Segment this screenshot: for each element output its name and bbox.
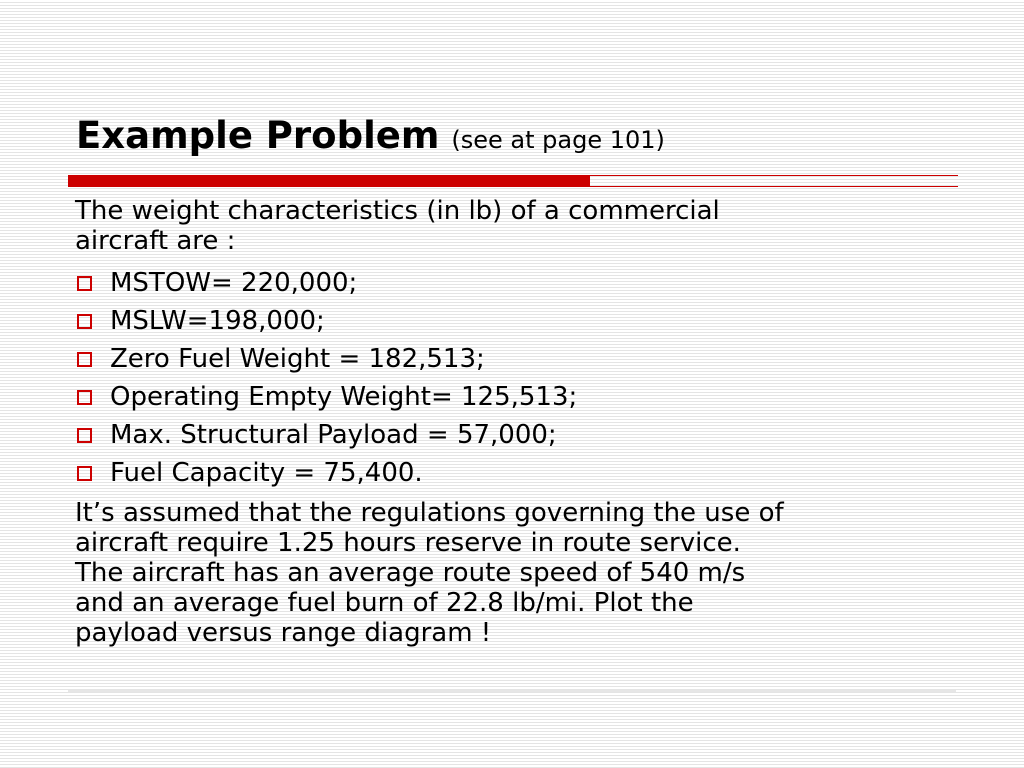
closing-line-2: aircraft require 1.25 hours reserve in route service. — [75, 528, 741, 558]
square-bullet-icon — [77, 352, 92, 367]
title-subtitle: (see at page 101) — [451, 126, 665, 154]
bullet-text-zero-fuel-weight: Zero Fuel Weight = 182,513; — [110, 344, 485, 374]
closing-line-1: It’s assumed that the regulations governing the use of — [75, 498, 784, 528]
bullet-item-mslw — [75, 302, 955, 340]
bullet-item-operating-empty-weight — [75, 378, 955, 416]
title-underline-red-bar — [68, 175, 590, 187]
footer-divider — [68, 690, 956, 692]
intro-paragraph — [75, 196, 955, 256]
bullet-item-max-structural-payload — [75, 416, 955, 454]
title-underline-thin-top — [590, 175, 958, 176]
title-underline-thin-bottom — [590, 186, 958, 187]
slide-body — [75, 196, 955, 648]
square-bullet-icon — [77, 390, 92, 405]
bullet-text-mslw: MSLW=198,000; — [110, 306, 325, 336]
square-bullet-icon — [77, 466, 92, 481]
weight-bullet-list — [75, 264, 955, 492]
bullet-item-mstow — [75, 264, 955, 302]
title-main: Example Problem — [76, 114, 440, 157]
closing-paragraph — [75, 498, 955, 648]
bullet-item-fuel-capacity — [75, 454, 955, 492]
closing-line-3: The aircraft has an average route speed of 540 m/s — [75, 558, 746, 588]
bullet-text-mstow: MSTOW= 220,000; — [110, 268, 358, 298]
slide-title — [76, 114, 665, 157]
bullet-text-max-structural-payload: Max. Structural Payload = 57,000; — [110, 420, 557, 450]
intro-line-1: The weight characteristics (in lb) of a commercial — [75, 196, 720, 226]
bullet-text-fuel-capacity: Fuel Capacity = 75,400. — [110, 458, 423, 488]
square-bullet-icon — [77, 276, 92, 291]
intro-line-2: aircraft are : — [75, 226, 236, 256]
square-bullet-icon — [77, 314, 92, 329]
closing-line-5: payload versus range diagram ! — [75, 618, 492, 648]
bullet-text-operating-empty-weight: Operating Empty Weight= 125,513; — [110, 382, 578, 412]
bullet-item-zero-fuel-weight — [75, 340, 955, 378]
square-bullet-icon — [77, 428, 92, 443]
closing-line-4: and an average fuel burn of 22.8 lb/mi. Plot the — [75, 588, 694, 618]
